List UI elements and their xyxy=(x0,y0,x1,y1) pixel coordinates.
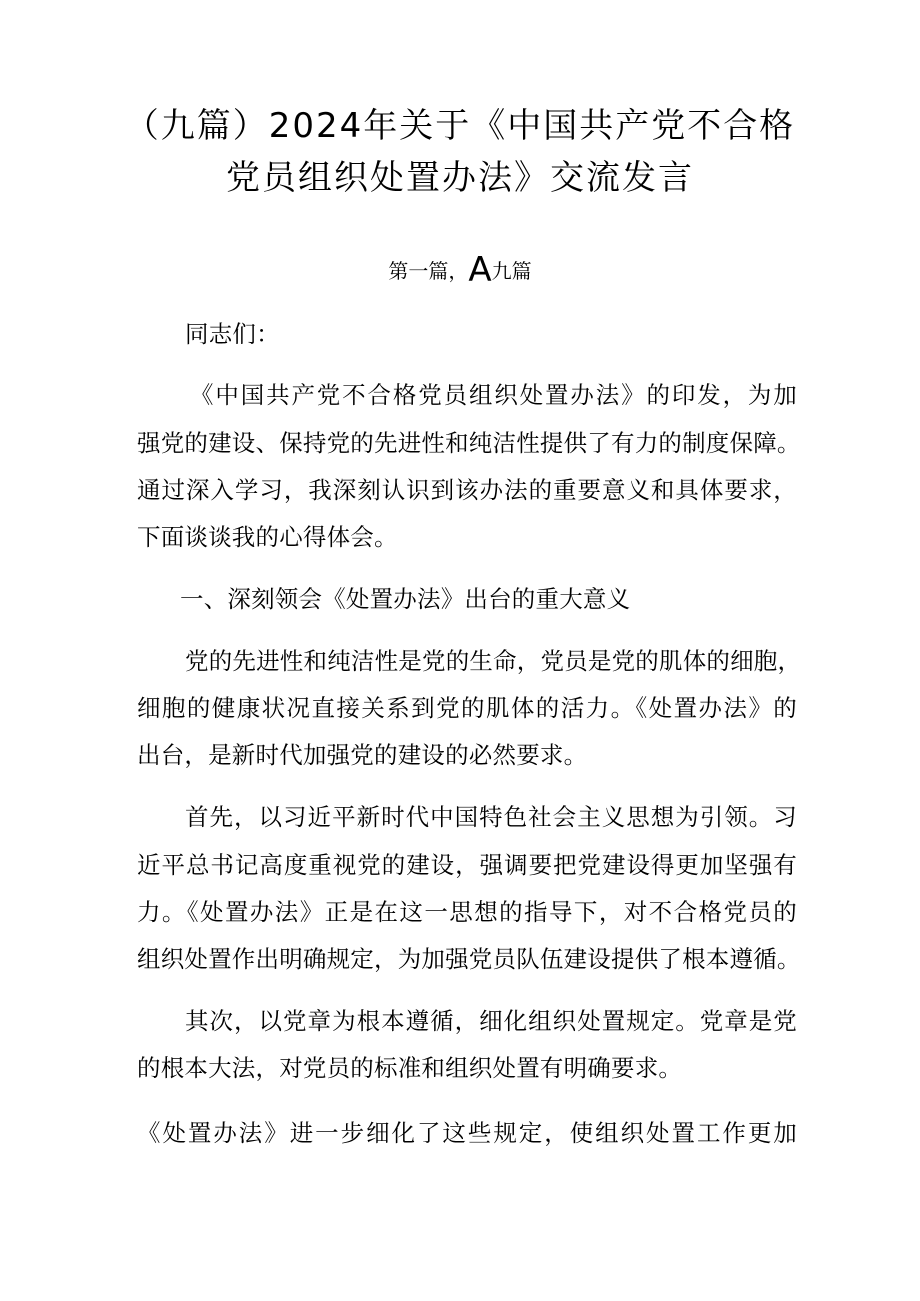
paragraph-line: 组织处置作出明确规定，为加强党员队伍建设提供了根本遵循。 xyxy=(137,945,801,973)
paragraph-line: 其次，以党章为根本遵循，细化组织处置规定。党章是党 xyxy=(185,1007,797,1035)
paragraph-line: 近平总书记高度重视党的建设，强调要把党建设得更加坚强有 xyxy=(137,851,797,879)
paragraph-line: 强党的建设、保持党的先进性和纯洁性提供了有力的制度保障。 xyxy=(137,429,801,457)
paragraph-line: 细胞的健康状况直接关系到党的肌体的活力。《处置办法》的 xyxy=(137,694,797,722)
paragraph-line: 《处置办法》进一步细化了这些规定，使组织处置工作更加 xyxy=(137,1119,797,1147)
document-title-line-1: （九篇）2024年关于《中国共产党不合格 xyxy=(124,106,796,146)
document-title-line-2: 党员组织处置办法》交流发言 xyxy=(226,158,694,198)
paragraph-line: 出台，是新时代加强党的建设的必然要求。 xyxy=(137,741,588,769)
paragraph-line: 力。《处置办法》正是在这一思想的指导下，对不合格党员的 xyxy=(137,898,797,926)
paragraph-line: 通过深入学习，我深刻认识到该办法的重要意义和具体要求， xyxy=(137,476,797,504)
paragraph-line: 的根本大法，对党员的标准和组织处置有明确要求。 xyxy=(137,1054,683,1082)
subtitle-suffix: 九篇 xyxy=(491,259,532,283)
paragraph-line: 下面谈谈我的心得体会。 xyxy=(137,523,398,551)
section-subtitle xyxy=(0,250,920,291)
salutation: 同志们： xyxy=(185,320,280,348)
subtitle-prefix: 第一篇， xyxy=(388,259,469,283)
paragraph-line: 党的先进性和纯洁性是党的生命，党员是党的肌体的细胞， xyxy=(185,647,802,675)
section-heading: 一、深刻领会《处置办法》出台的重大意义 xyxy=(180,585,631,613)
paragraph-line: 《中国共产党不合格党员组织处置办法》的印发，为加 xyxy=(190,381,797,409)
subtitle-letter: A xyxy=(468,250,492,290)
paragraph-line: 首先，以习近平新时代中国特色社会主义思想为引领。习 xyxy=(185,803,797,831)
